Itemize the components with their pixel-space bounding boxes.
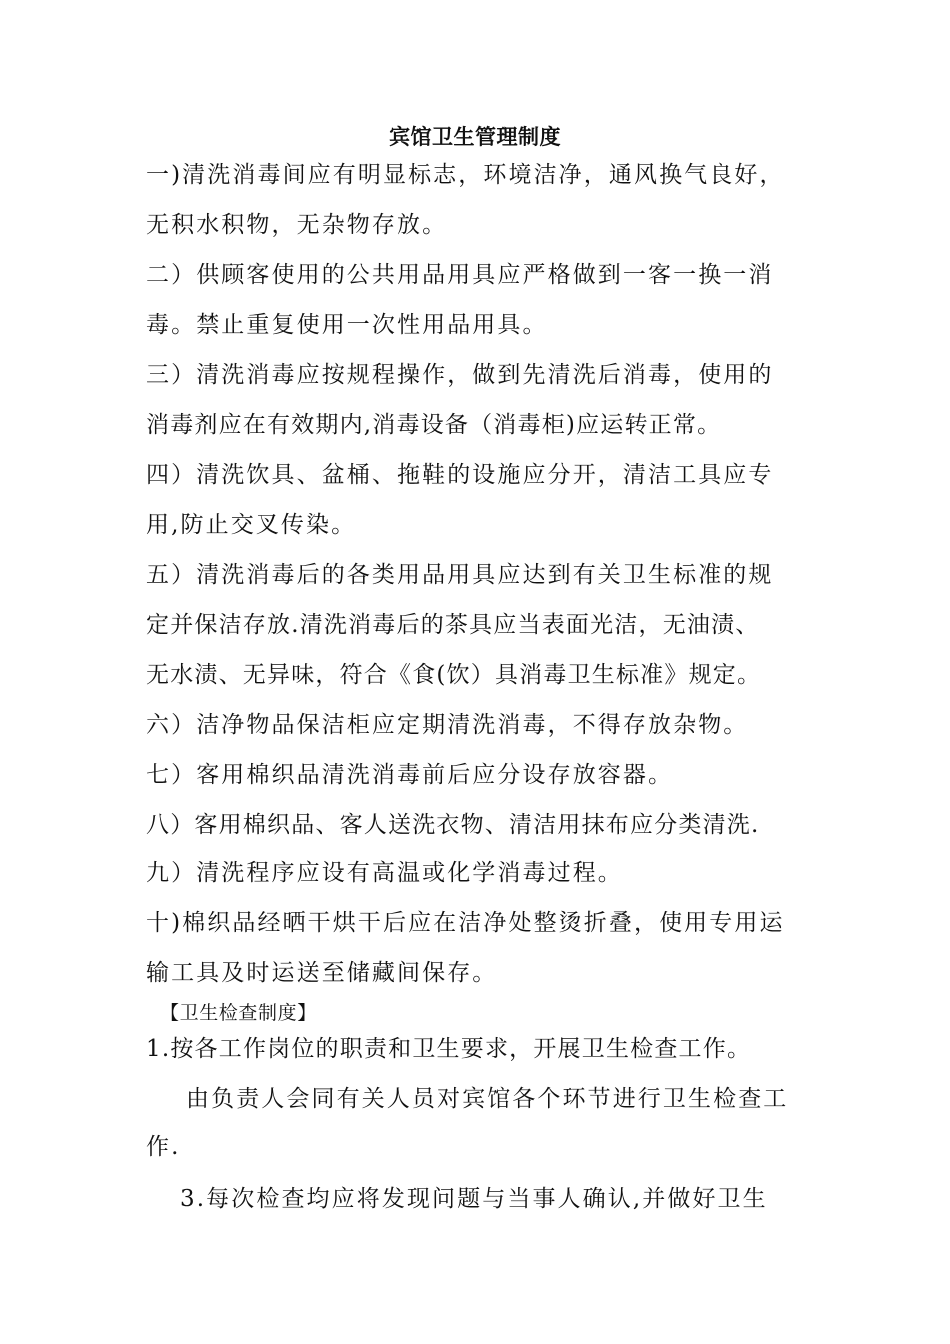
text-line-3: 二）供顾客使用的公共用品用具应严格做到一客一换一消 [146,262,774,288]
text-line-14: 八）客用棉织品、客人送洗衣物、清洁用抹布应分类清洗. [146,812,760,838]
text-line-15: 九）清洗程序应设有高温或化学消毒过程。 [146,860,623,886]
text-line-10: 定并保洁存放.清洗消毒后的茶具应当表面光洁，无油渍、 [146,612,760,638]
text-line-19: 1.按各工作岗位的职责和卫生要求，开展卫生检查工作。 [146,1036,752,1062]
text-line-11: 无水渍、无异味，符合《食(饮）具消毒卫生标准》规定。 [146,662,762,688]
text-line-21: 作. [146,1134,181,1160]
text-line-17: 输工具及时运送至储藏间保存。 [146,960,498,986]
text-line-4: 毒。禁止重复使用一次性用品用具。 [146,312,548,338]
text-line-7: 四）清洗饮具、盆桶、拖鞋的设施应分开，清洁工具应专 [146,462,774,488]
text-line-20: 由负责人会同有关人员对宾馆各个环节进行卫生检查工 [186,1086,789,1112]
text-line-16: 十)棉织品经晒干烘干后应在洁净处整烫折叠，使用专用运 [146,910,785,936]
text-line-1: 一)清洗消毒间应有明显标志，环境洁净，通风换气良好， [146,162,785,188]
text-line-9: 五）清洗消毒后的各类用品用具应达到有关卫生标准的规 [146,562,774,588]
text-line-13: 七）客用棉织品清洗消毒前后应分设存放容器。 [146,762,674,788]
text-line-2: 无积水积物，无杂物存放。 [146,212,448,238]
text-line-6: 消毒剂应在有效期内,消毒设备（消毒柜)应运转正常。 [146,412,722,438]
document-title: 宾馆卫生管理制度 [389,125,561,149]
text-line-22: 3.每次检查均应将发现问题与当事人确认,并做好卫生 [180,1186,768,1212]
text-line-12: 六）洁净物品保洁柜应定期清洗消毒，不得存放杂物。 [146,712,749,738]
text-line-8: 用,防止交叉传染。 [146,512,357,538]
section-heading: 【卫生检查制度】 [160,1002,317,1024]
text-line-5: 三）清洗消毒应按规程操作，做到先清洗后消毒，使用的 [146,362,774,388]
